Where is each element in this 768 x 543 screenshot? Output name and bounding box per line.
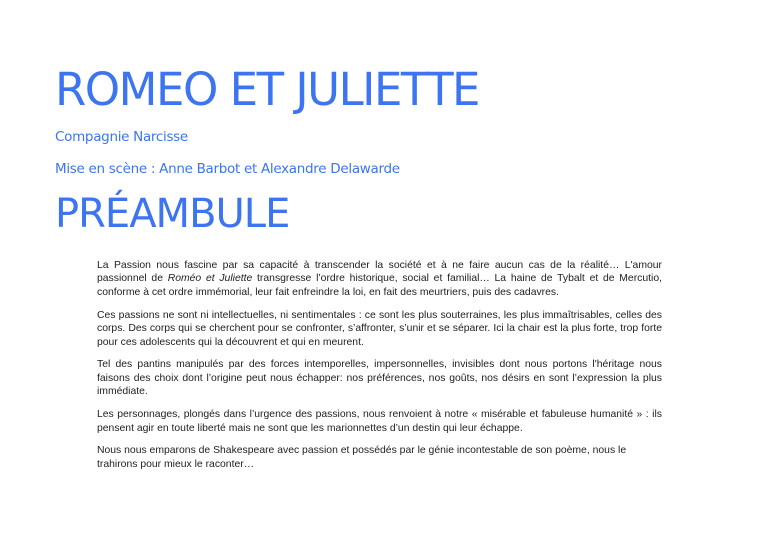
preamble-body [97,259,662,481]
company-name: Compagnie Narcisse [55,129,188,145]
paragraph-1 [97,259,662,299]
page-title: ROMEO ET JULIETTE [55,63,479,116]
paragraph-1-text-a: La Passion nous fascine par sa capacité à transcender la société et à ne faire aucun cas de la réalité… L'amour passionnel de [97,260,662,285]
section-title: PRÉAMBULE [55,191,290,237]
play-title-italic: Roméo et Juliette [167,273,253,285]
staging-credit: Mise en scène : Anne Barbot et Alexandre Delawarde [55,161,400,177]
paragraph-2: Ces passions ne sont ni intellectuelles, ni sentimentales : ce sont les plus souterraines, les plus immaîtrisables, celles des corps. Des corps qui se cherchent pour se confronter, s’affronter, s’unir et se séparer. Ici la chair est la plus forte, trop forte pour ces adolescents qui la découvrent et qui en meurent. [97,309,662,348]
paragraph-5: Nous nous emparons de Shakespeare avec passion et possédés par le génie incontestable de son poème, nous le trahirons pour mieux le raconter… [97,445,627,470]
paragraph-1-text-b: transgresse l’ordre historique, social et familial… La haine de Tybalt et de Mercutio, conforme à cet ordre immémorial, leur fait enfreindre la loi, en fait des meurtriers, puis des cadavres. [97,273,662,298]
paragraph-3: Tel des pantins manipulés par des forces intemporelles, impersonnelles, invisibles dont nous portons l'héritage nous faisons des choix dont l’origine peut nous échapper: nos préférences, nos goûts, nos désirs en sont l’expression la plus immédiate. [97,359,662,398]
paragraph-4: Les personnages, plongés dans l’urgence des passions, nous renvoient à notre « misérable et fabuleuse humanité » : ils pensent agir en toute liberté mais ne sont que les marionnettes d’un destin qui leur échappe. [97,409,662,434]
